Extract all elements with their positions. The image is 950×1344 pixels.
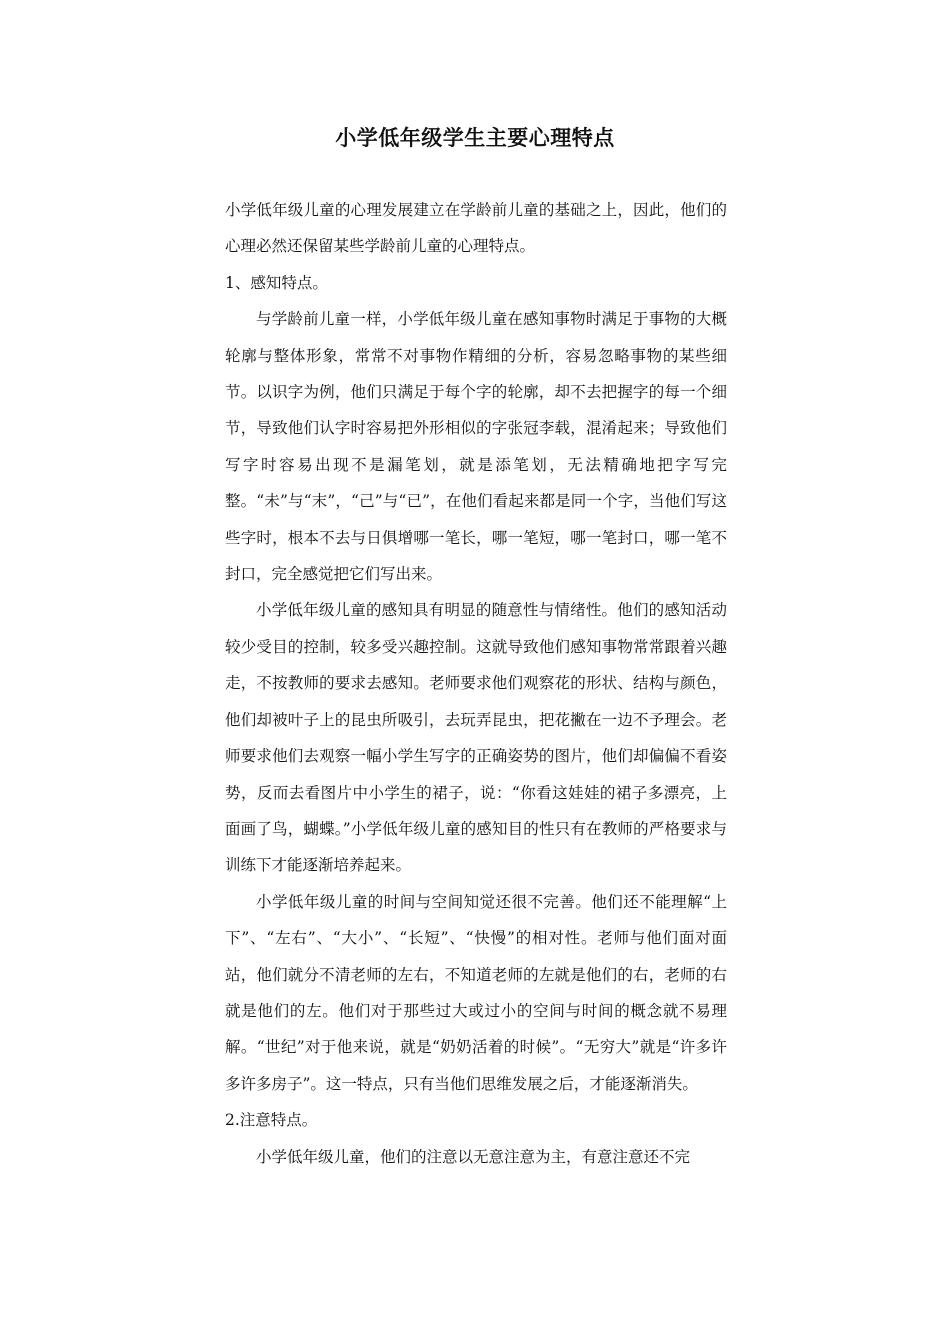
paragraph: 2.注意特点。 (225, 1111, 318, 1130)
paragraph: 与学龄前儿童一样，小学低年级儿童在感知事物时满足于事物的大概轮廓与整体形象，常常不对事物作精细的分析，容易忽略事物的某些细节。以识字为例，他们只满足于每个字的轮廓，却不去把握字的每一个细节，导致他们认字时容易把外形相似的字张冠李载，混淆起来；导致他们写字时容易出现不是漏笔划，就是添笔划，无法精确地把字写完整。“未”与“末”，“己”与“已”，在他们看起来都是同一个字，当他们写这些字时，根本不去与日俱增哪一笔长，哪一笔短，哪一笔封口，哪一笔不封口，完全感觉把它们写出来。 (225, 310, 727, 584)
paragraph: 小学低年级儿童的感知具有明显的随意性与情绪性。他们的感知活动较少受目的控制，较多受兴趣控制。这就导致他们感知事物常常跟着兴趣走，不按教师的要求去感知。老师要求他们观察花的形状、结构与颜色，他们却被叶子上的昆虫所吸引，去玩弄昆虫，把花撇在一边不予理会。老师要求他们去观察一幅小学生写字的正确姿势的图片，他们却偏偏不看姿势，反而去看图片中小学生的裙子，说：“你看这娃娃的裙子多漂亮，上面画了鸟，蝴蝶。”小学低年级儿童的感知目的性只有在教师的严格要求与训练下才能逐渐培养起来。 (225, 601, 727, 875)
paragraph: 小学低年级儿童，他们的注意以无意注意为主，有意注意还不完 (256, 1147, 691, 1166)
paragraph: 小学低年级儿童的时间与空间知觉还很不完善。他们还不能理解“上下”、“左右”、“大小”、“长短”、“快慢”的相对性。老师与他们面对面站，他们就分不清老师的左右，不知道老师的左就是他们的右，老师的右就是他们的左。他们对于那些过大或过小的空间与时间的概念就不易理解。“世纪”对于他来说，就是“奶奶活着的时候”。“无穷大”就是“许多许多许多房子”。这一特点，只有当他们思维发展之后，才能逐渐消失。 (225, 892, 727, 1093)
document-body (225, 192, 727, 1175)
paragraph: 小学低年级儿童的心理发展建立在学龄前儿童的基础之上，因此，他们的心理必然还保留某些学龄前儿童的心理特点。 (225, 201, 727, 256)
page-title: 小学低年级学生主要心理特点 (335, 126, 615, 150)
paragraph: 1、感知特点。 (225, 273, 328, 292)
